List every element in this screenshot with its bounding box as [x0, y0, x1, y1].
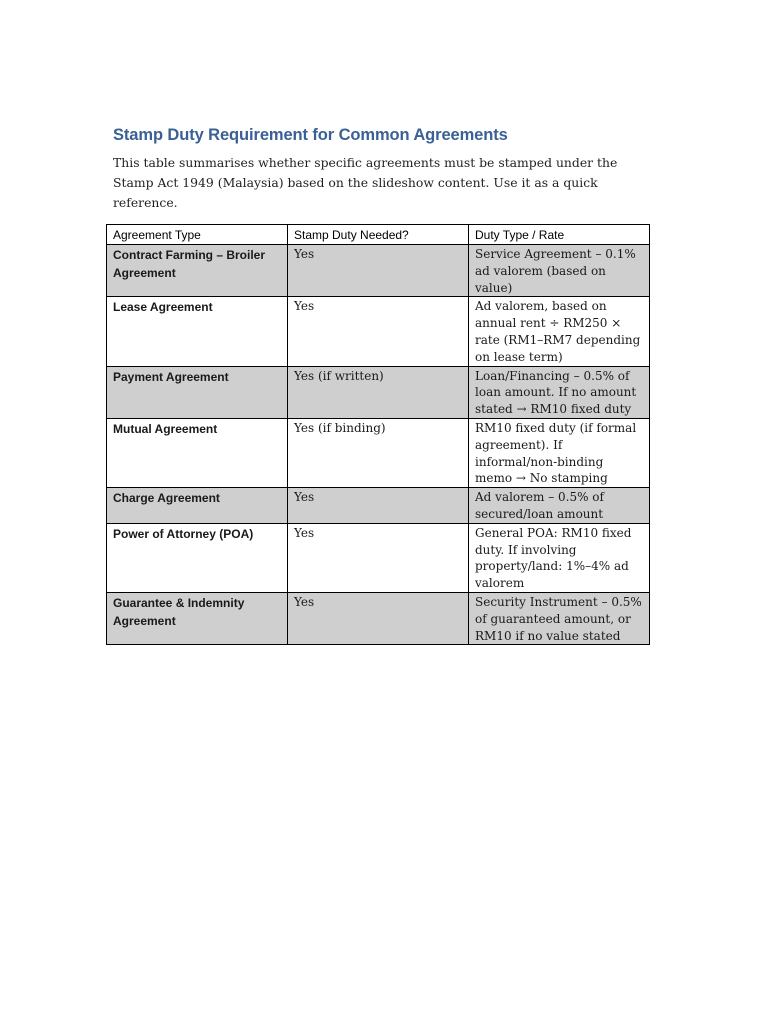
table-row [107, 523, 650, 592]
stamp-duty-needed-cell: Yes [288, 592, 469, 644]
agreement-type-cell: Charge Agreement [107, 488, 288, 524]
agreement-type-cell: Power of Attorney (POA) [107, 523, 288, 592]
agreement-type-cell: Payment Agreement [107, 366, 288, 418]
agreement-type-cell: Contract Farming – Broiler Agreement [107, 245, 288, 297]
table-body [107, 245, 650, 645]
stamp-duty-needed-cell: Yes [288, 245, 469, 297]
header-duty-type-rate: Duty Type / Rate [469, 225, 650, 245]
document-title: Stamp Duty Requirement for Common Agreements [113, 126, 508, 144]
duty-rate-cell: Ad valorem, based on annual rent ÷ RM250 × rate (RM1–RM7 depending on lease term) [469, 297, 650, 366]
intro-paragraph: This table summarises whether specific agreements must be stamped under the Stamp Act 1949 (Malaysia) based on the slideshow content. Use it as a quick reference. [113, 155, 618, 210]
stamp-duty-needed-cell: Yes [288, 297, 469, 366]
duty-rate-cell: RM10 fixed duty (if formal agreement). If informal/non-binding memo → No stamping [469, 418, 650, 487]
header-row [107, 225, 650, 245]
table-row [107, 418, 650, 487]
document-content [106, 124, 650, 645]
header-stamp-duty-needed: Stamp Duty Needed? [288, 225, 469, 245]
duty-rate-cell: Service Agreement – 0.1% ad valorem (based on value) [469, 245, 650, 297]
stamp-duty-needed-cell: Yes [288, 523, 469, 592]
stamp-duty-needed-cell: Yes [288, 488, 469, 524]
duty-rate-cell: Loan/Financing – 0.5% of loan amount. If no amount stated → RM10 fixed duty [469, 366, 650, 418]
stamp-duty-needed-cell: Yes (if binding) [288, 418, 469, 487]
duty-rate-cell: Ad valorem – 0.5% of secured/loan amount [469, 488, 650, 524]
duty-rate-cell: Security Instrument – 0.5% of guaranteed amount, or RM10 if no value stated [469, 592, 650, 644]
table-row [107, 366, 650, 418]
stamp-duty-table [106, 224, 650, 645]
table-header [107, 225, 650, 245]
agreement-type-cell: Mutual Agreement [107, 418, 288, 487]
agreement-type-cell: Lease Agreement [107, 297, 288, 366]
table-row [107, 245, 650, 297]
table-row [107, 297, 650, 366]
agreement-type-cell: Guarantee & Indemnity Agreement [107, 592, 288, 644]
table-row [107, 488, 650, 524]
header-agreement-type: Agreement Type [107, 225, 288, 245]
stamp-duty-needed-cell: Yes (if written) [288, 366, 469, 418]
duty-rate-cell: General POA: RM10 fixed duty. If involving property/land: 1%–4% ad valorem [469, 523, 650, 592]
table-row [107, 592, 650, 644]
